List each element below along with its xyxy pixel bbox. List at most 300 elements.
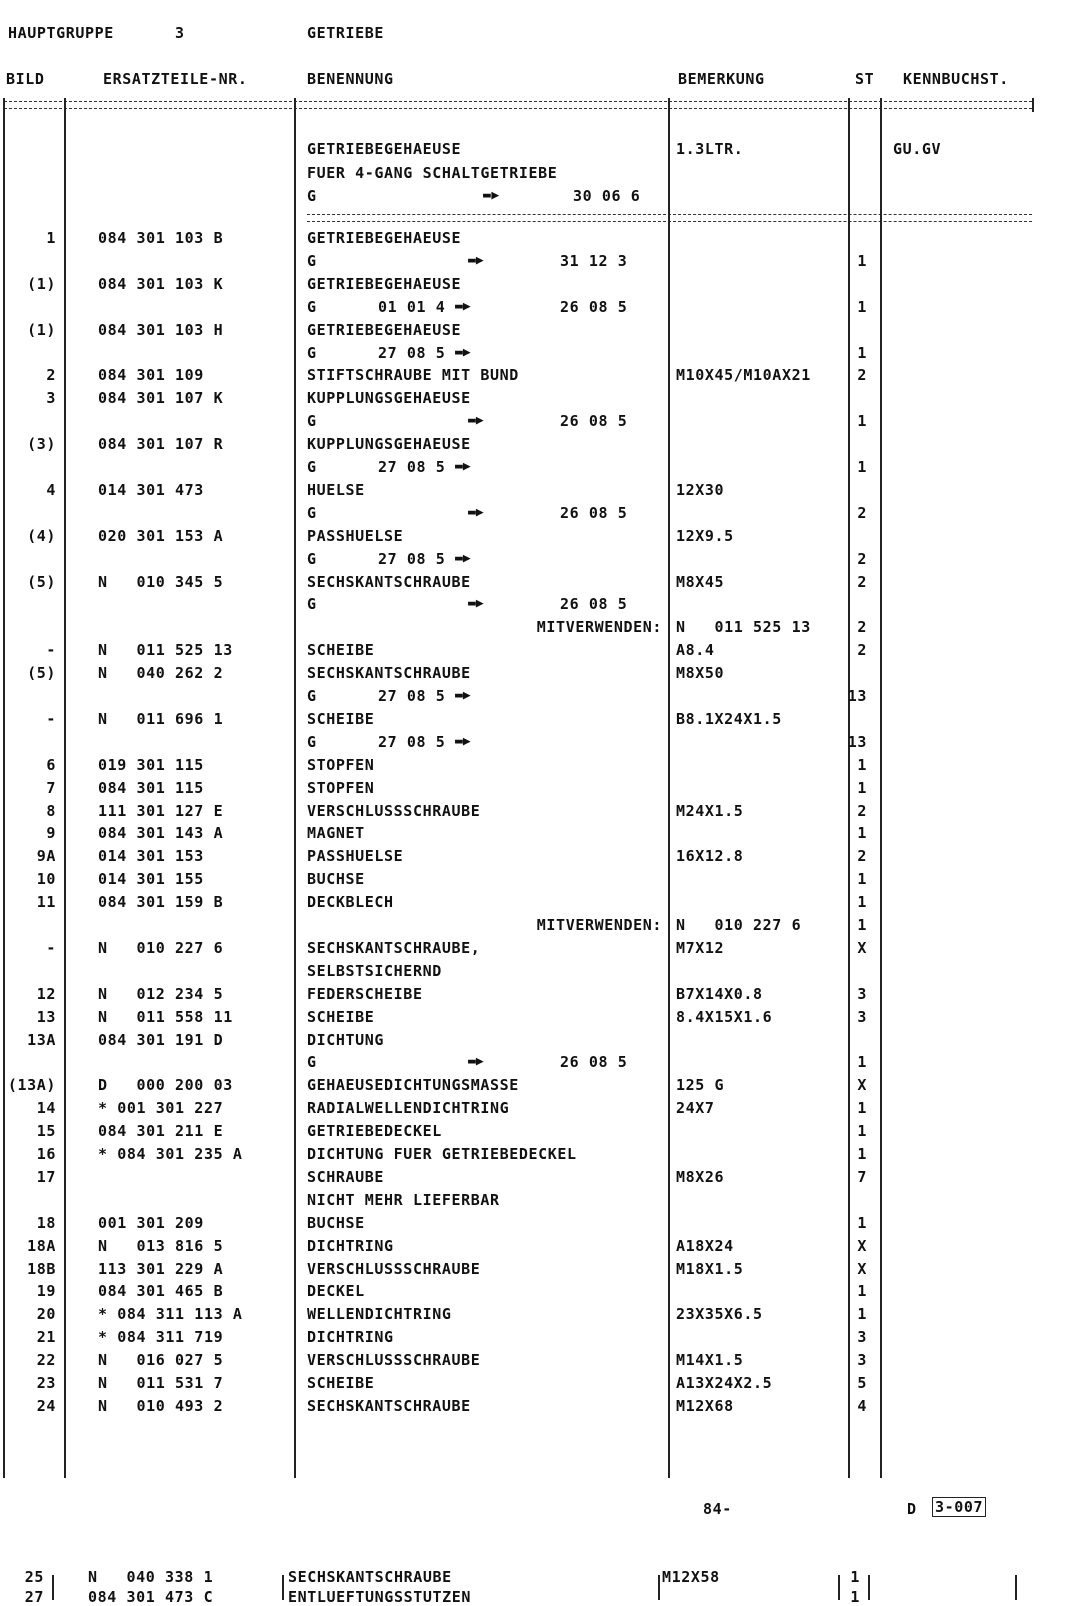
part-number: 113 301 229 A: [98, 1259, 224, 1278]
bild-number: 13A: [27, 1030, 56, 1049]
quantity: 13: [847, 732, 867, 751]
date-from: 27 08 5: [378, 549, 446, 568]
remark: M24X1.5: [676, 801, 744, 820]
table-row: [0, 412, 1086, 430]
quantity: X: [857, 1259, 867, 1278]
quantity: 1: [857, 1213, 867, 1232]
arrow-icon: ▬▶: [455, 298, 471, 314]
bild-number: (5): [27, 572, 56, 591]
part-name: G: [307, 549, 317, 568]
table-row: [0, 1122, 1086, 1140]
part-name: FEDERSCHEIBE: [307, 984, 423, 1003]
quantity: 1: [850, 1568, 860, 1586]
quantity: 1: [857, 916, 867, 934]
arrow-icon: ▬▶: [455, 733, 471, 749]
remark: A13X24X2.5: [676, 1374, 773, 1392]
quantity: 2: [857, 801, 867, 820]
table-row: [0, 985, 1086, 1003]
part-number: 084 301 465 B: [98, 1282, 224, 1301]
bild-number: 4: [46, 480, 56, 499]
part-number: 014 301 473: [98, 480, 204, 499]
quantity: 1: [857, 824, 867, 843]
bild-number: (3): [27, 435, 56, 454]
bild-number: (5): [27, 664, 56, 683]
part-name: BUCHSE: [307, 1213, 365, 1232]
part-number: D 000 200 03: [98, 1076, 233, 1095]
table-row: [0, 1214, 1086, 1232]
part-name: WELLENDICHTRING: [307, 1305, 452, 1324]
table-row: [0, 573, 1086, 591]
arrow-icon: ▬▶: [468, 1054, 484, 1070]
part-name: KUPPLUNGSGEHAEUSE: [307, 389, 471, 408]
part-number: N 010 345 5: [98, 572, 224, 591]
bild-number: (4): [27, 526, 56, 545]
part-number: N 012 234 5: [98, 984, 224, 1003]
quantity: 1: [857, 870, 867, 889]
part-name: VERSCHLUSSSCHRAUBE: [307, 1351, 481, 1370]
remark: 12X9.5: [676, 526, 734, 545]
quantity: 2: [857, 366, 867, 385]
part-name: GETRIEBEDECKEL: [307, 1122, 442, 1141]
part-name: G: [307, 297, 317, 316]
table-row: [0, 595, 1086, 613]
part-name: NICHT MEHR LIEFERBAR: [307, 1190, 500, 1209]
part-number: N 016 027 5: [98, 1351, 224, 1370]
remark: N 010 227 6: [676, 916, 802, 934]
part-name: ENTLUEFTUNGSSTUTZEN: [288, 1588, 471, 1606]
grid-line: [838, 1575, 840, 1600]
quantity: 2: [857, 618, 867, 637]
group-number: 3: [175, 24, 185, 42]
bild-number: -: [46, 641, 56, 660]
table-row: [0, 1076, 1086, 1094]
part-number: 084 301 109: [98, 366, 204, 385]
part-number: 084 301 107 K: [98, 389, 224, 408]
quantity: 1: [857, 251, 867, 270]
header-separator: [4, 101, 1032, 109]
table-row: [0, 756, 1086, 774]
part-name: RADIALWELLENDICHTRING: [307, 1099, 510, 1118]
part-name: SCHEIBE: [307, 1007, 375, 1026]
table-row: [0, 1568, 1086, 1586]
part-number: 014 301 153: [98, 847, 204, 866]
part-name: KUPPLUNGSGEHAEUSE: [307, 435, 471, 454]
table-row: [0, 504, 1086, 522]
part-number: N 011 525 13: [98, 641, 233, 660]
remark: M18X1.5: [676, 1259, 744, 1278]
table-row: [0, 366, 1086, 384]
part-name: SECHSKANTSCHRAUBE: [307, 664, 471, 683]
arrow-icon: ▬▶: [468, 252, 484, 268]
bild-number: 10: [36, 870, 56, 889]
quantity: X: [857, 1076, 867, 1095]
part-name: SECHSKANTSCHRAUBE: [288, 1568, 452, 1586]
table-row: [0, 641, 1086, 659]
table-row: [0, 847, 1086, 865]
remark: M10X45/M10AX21: [676, 366, 811, 385]
part-name: DICHTUNG FUER GETRIEBEDECKEL: [307, 1145, 577, 1163]
table-row: [0, 1351, 1086, 1369]
part-number: * 001 301 227: [98, 1099, 224, 1118]
part-number: N 040 262 2: [98, 664, 224, 683]
table-row: [0, 1282, 1086, 1300]
quantity: 2: [857, 503, 867, 522]
part-name: VERSCHLUSSSCHRAUBE: [307, 1259, 481, 1278]
bild-number: 9A: [36, 847, 56, 866]
quantity: 2: [857, 641, 867, 660]
quantity: 1: [857, 1122, 867, 1141]
intro-remark: 1.3LTR.: [676, 140, 744, 158]
date-to: 26 08 5: [560, 297, 628, 316]
remark: B8.1X24X1.5: [676, 709, 782, 728]
table-row: [0, 824, 1086, 842]
part-name: G: [307, 1053, 317, 1072]
table-row: [0, 939, 1086, 957]
table-row: [0, 252, 1086, 270]
part-number: 084 301 211 E: [98, 1122, 224, 1141]
page-code: 3-007: [932, 1497, 986, 1517]
quantity: 7: [857, 1167, 867, 1186]
table-row: [0, 1191, 1086, 1209]
quantity: 2: [857, 847, 867, 866]
table-row: [0, 1008, 1086, 1026]
intro-g: G: [307, 187, 317, 205]
bild-number: 1: [46, 229, 56, 247]
quantity: 1: [857, 412, 867, 431]
quantity: X: [857, 1236, 867, 1255]
table-row: [0, 1260, 1086, 1278]
col-header-remark: BEMERKUNG: [678, 70, 765, 88]
part-name: DICHTUNG: [307, 1030, 385, 1049]
part-name: GEHAEUSEDICHTUNGSMASSE: [307, 1076, 519, 1095]
part-number: 111 301 127 E: [98, 801, 224, 820]
remark: A18X24: [676, 1236, 734, 1255]
quantity: 3: [857, 984, 867, 1003]
remark: 8.4X15X1.6: [676, 1007, 773, 1026]
part-number: 084 301 115: [98, 778, 204, 797]
part-name: MAGNET: [307, 824, 365, 843]
bild-number: 16: [36, 1145, 56, 1163]
part-number: 084 301 159 B: [98, 893, 224, 912]
part-name: G: [307, 412, 317, 431]
part-name: GETRIEBEGEHAEUSE: [307, 320, 462, 339]
date-from: 27 08 5: [378, 732, 446, 751]
bild-number: 9: [46, 824, 56, 843]
table-row: [0, 527, 1086, 545]
part-name: SELBSTSICHERND: [307, 961, 442, 980]
part-name: STOPFEN: [307, 755, 375, 774]
date-to: 26 08 5: [560, 412, 628, 431]
arrow-icon: ▬▶: [483, 188, 500, 203]
part-name: GETRIEBEGEHAEUSE: [307, 274, 462, 293]
part-number: * 084 301 235 A: [98, 1145, 243, 1163]
remark: A8.4: [676, 641, 715, 660]
page-number: 84-: [703, 1500, 732, 1518]
bild-number: 11: [36, 893, 56, 912]
quantity: 1: [857, 1282, 867, 1301]
date-to: 26 08 5: [560, 1053, 628, 1072]
part-name: SECHSKANTSCHRAUBE,: [307, 938, 481, 957]
intro-separator: [307, 214, 1032, 222]
remark: M12X68: [676, 1396, 734, 1415]
quantity: 1: [857, 343, 867, 362]
part-name: G: [307, 503, 317, 522]
language-code: D: [907, 1500, 917, 1518]
table-row: [0, 1099, 1086, 1117]
table-row: [0, 1397, 1086, 1415]
remark: M7X12: [676, 938, 725, 957]
part-number: 019 301 115: [98, 755, 204, 774]
part-name: G: [307, 732, 317, 751]
quantity: 1: [857, 778, 867, 797]
grid-line: [868, 1575, 870, 1600]
remark: 16X12.8: [676, 847, 744, 866]
part-name: SECHSKANTSCHRAUBE: [307, 572, 471, 591]
mitverwenden-label: MITVERWENDEN:: [536, 916, 662, 934]
remark: N 011 525 13: [676, 618, 811, 637]
part-name: BUCHSE: [307, 870, 365, 889]
remark: M12X58: [662, 1568, 720, 1586]
col-header-code: KENNBUCHST.: [903, 70, 1009, 88]
part-name: STOPFEN: [307, 778, 375, 797]
arrow-icon: ▬▶: [455, 688, 471, 703]
col-header-qty: ST: [855, 70, 875, 88]
part-number: N 010 227 6: [98, 938, 224, 957]
part-number: 084 301 107 R: [98, 435, 224, 454]
part-name: G: [307, 458, 317, 476]
grid-line: [658, 1575, 660, 1600]
bild-number: 3: [46, 389, 56, 408]
quantity: 1: [857, 893, 867, 912]
part-number: N 011 531 7: [98, 1374, 224, 1392]
date-from: 27 08 5: [378, 687, 446, 705]
table-row: [0, 733, 1086, 751]
table-row: [0, 1374, 1086, 1392]
bild-number: 24: [36, 1396, 56, 1415]
bild-number: 6: [46, 755, 56, 774]
table-row: [0, 664, 1086, 682]
quantity: 1: [857, 755, 867, 774]
part-number: 084 301 103 K: [98, 274, 224, 293]
remark: 23X35X6.5: [676, 1305, 763, 1324]
remark: 12X30: [676, 480, 725, 499]
table-row: [0, 435, 1086, 453]
grid-line: [1032, 98, 1034, 112]
table-row: [0, 1237, 1086, 1255]
col-header-name: BENENNUNG: [307, 70, 394, 88]
table-row: [0, 802, 1086, 820]
remark: B7X14X0.8: [676, 984, 763, 1003]
quantity: 1: [850, 1588, 860, 1606]
table-row: [0, 321, 1086, 339]
col-header-bild: BILD: [6, 70, 45, 88]
bild-number: (1): [27, 274, 56, 293]
part-name: SCHRAUBE: [307, 1167, 385, 1186]
table-row: [0, 298, 1086, 316]
quantity: 3: [857, 1351, 867, 1370]
remark: M8X26: [676, 1167, 725, 1186]
quantity: 3: [857, 1328, 867, 1347]
table-row: [0, 275, 1086, 293]
bild-number: -: [46, 709, 56, 728]
quantity: 1: [857, 1305, 867, 1324]
part-number: 084 301 143 A: [98, 824, 224, 843]
grid-line: [282, 1575, 284, 1600]
intro-subtitle: FUER 4-GANG SCHALTGETRIEBE: [307, 164, 558, 182]
table-row: [0, 1031, 1086, 1049]
part-name: DECKBLECH: [307, 893, 394, 912]
table-row: [0, 1168, 1086, 1186]
part-name: G: [307, 251, 317, 270]
bild-number: 22: [36, 1351, 56, 1370]
bild-number: -: [46, 938, 56, 957]
bild-number: 25: [24, 1568, 44, 1586]
table-row: [0, 481, 1086, 499]
part-number: * 084 311 719: [98, 1328, 224, 1347]
part-number: N 010 493 2: [98, 1396, 224, 1415]
part-name: SCHEIBE: [307, 1374, 375, 1392]
remark: 24X7: [676, 1099, 715, 1118]
arrow-icon: ▬▶: [468, 413, 484, 429]
date-from: 27 08 5: [378, 343, 446, 362]
table-row: [0, 710, 1086, 728]
part-name: G: [307, 687, 317, 705]
grid-line: [52, 1575, 54, 1600]
bild-number: 20: [36, 1305, 56, 1324]
group-label: HAUPTGRUPPE: [8, 24, 114, 42]
quantity: X: [857, 938, 867, 957]
bild-number: 8: [46, 801, 56, 820]
table-row: [0, 1053, 1086, 1071]
quantity: 13: [847, 687, 867, 705]
part-number: N 040 338 1: [88, 1568, 214, 1586]
quantity: 4: [857, 1396, 867, 1415]
part-name: VERSCHLUSSSCHRAUBE: [307, 801, 481, 820]
quantity: 2: [857, 572, 867, 591]
table-row: [0, 389, 1086, 407]
table-row: [0, 1588, 1086, 1606]
intro-code: GU.GV: [893, 140, 942, 158]
quantity: 5: [857, 1374, 867, 1392]
remark: 125 G: [676, 1076, 725, 1095]
table-row: [0, 893, 1086, 911]
intro-date-to: 30 06 6: [573, 187, 641, 205]
date-from: 27 08 5: [378, 458, 446, 476]
table-row: [0, 1328, 1086, 1346]
arrow-icon: ▬▶: [468, 504, 484, 520]
col-header-part-no: ERSATZTEILE-NR.: [103, 70, 248, 88]
part-number: 084 301 103 B: [98, 229, 224, 247]
arrow-icon: ▬▶: [455, 459, 471, 474]
quantity: 1: [857, 1145, 867, 1163]
part-number: 084 301 103 H: [98, 320, 224, 339]
table-row: [0, 962, 1086, 980]
table-row: [0, 344, 1086, 362]
grid-line: [1015, 1575, 1017, 1600]
bild-number: 14: [36, 1099, 56, 1118]
part-number: * 084 311 113 A: [98, 1305, 243, 1324]
part-number: N 011 558 11: [98, 1007, 233, 1026]
bild-number: 21: [36, 1328, 56, 1347]
remark: M8X45: [676, 572, 725, 591]
table-row: [0, 550, 1086, 568]
bild-number: (1): [27, 320, 56, 339]
part-number: N 013 816 5: [98, 1236, 224, 1255]
part-name: SCHEIBE: [307, 641, 375, 660]
bild-number: 13: [36, 1007, 56, 1026]
bild-number: 7: [46, 778, 56, 797]
bild-number: 23: [36, 1374, 56, 1392]
part-name: G: [307, 343, 317, 362]
group-name: GETRIEBE: [307, 24, 385, 42]
date-to: 31 12 3: [560, 251, 628, 270]
arrow-icon: ▬▶: [455, 550, 471, 566]
part-name: PASSHUELSE: [307, 847, 404, 866]
part-number: N 011 696 1: [98, 709, 224, 728]
part-name: DECKEL: [307, 1282, 365, 1301]
table-row: [0, 916, 1086, 934]
part-name: HUELSE: [307, 480, 365, 499]
part-name: STIFTSCHRAUBE MIT BUND: [307, 366, 519, 385]
bild-number: 19: [36, 1282, 56, 1301]
date-from: 01 01 4: [378, 297, 446, 316]
bild-number: 15: [36, 1122, 56, 1141]
bild-number: 18A: [27, 1236, 56, 1255]
bild-number: 27: [24, 1588, 44, 1606]
part-number: 084 301 473 C: [88, 1588, 214, 1606]
quantity: 1: [857, 458, 867, 476]
quantity: 1: [857, 1099, 867, 1118]
arrow-icon: ▬▶: [468, 596, 484, 612]
bild-number: (13A): [7, 1076, 56, 1095]
date-to: 26 08 5: [560, 503, 628, 522]
remark: M14X1.5: [676, 1351, 744, 1370]
bild-number: 17: [36, 1167, 56, 1186]
part-name: SCHEIBE: [307, 709, 375, 728]
table-row: [0, 229, 1086, 247]
quantity: 2: [857, 549, 867, 568]
table-row: [0, 687, 1086, 705]
part-number: 014 301 155: [98, 870, 204, 889]
part-name: DICHTRING: [307, 1328, 394, 1347]
intro-name: GETRIEBEGEHAEUSE: [307, 140, 462, 158]
table-row: [0, 458, 1086, 476]
part-number: 084 301 191 D: [98, 1030, 224, 1049]
bild-number: 18: [36, 1213, 56, 1232]
mitverwenden-label: MITVERWENDEN:: [536, 618, 662, 637]
quantity: 3: [857, 1007, 867, 1026]
table-row: [0, 1305, 1086, 1323]
table-row: [0, 870, 1086, 888]
part-name: SECHSKANTSCHRAUBE: [307, 1396, 471, 1415]
part-name: PASSHUELSE: [307, 526, 404, 545]
remark: M8X50: [676, 664, 725, 683]
arrow-icon: ▬▶: [455, 344, 471, 360]
part-number: 001 301 209: [98, 1213, 204, 1232]
bild-number: 12: [36, 984, 56, 1003]
part-name: G: [307, 595, 317, 614]
bild-number: 18B: [27, 1259, 56, 1278]
date-to: 26 08 5: [560, 595, 628, 614]
table-row: [0, 1145, 1086, 1163]
quantity: 1: [857, 1053, 867, 1072]
table-row: [0, 779, 1086, 797]
part-name: GETRIEBEGEHAEUSE: [307, 229, 462, 247]
table-row: [0, 618, 1086, 636]
quantity: 1: [857, 297, 867, 316]
part-number: 020 301 153 A: [98, 526, 224, 545]
bild-number: 2: [46, 366, 56, 385]
